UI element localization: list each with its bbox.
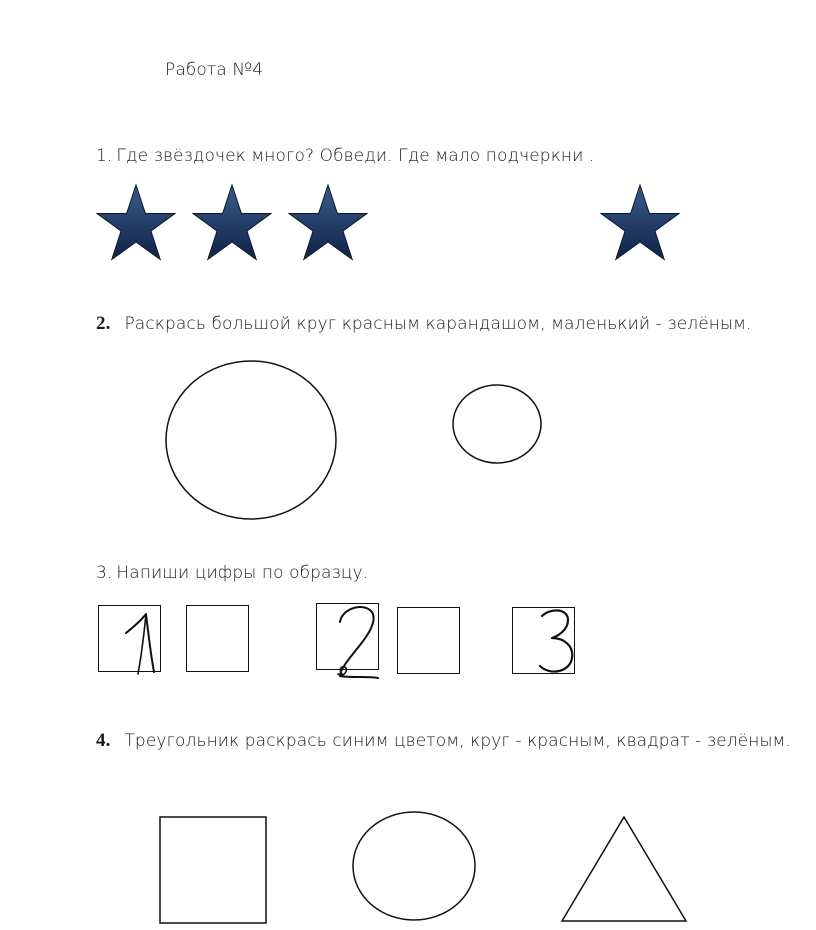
handwritten-digit-3 bbox=[512, 600, 582, 680]
handwritten-digit-2 bbox=[316, 598, 386, 688]
shapes-group bbox=[0, 810, 816, 930]
star-icon[interactable] bbox=[289, 185, 367, 260]
task-4-number: 4. bbox=[96, 730, 111, 751]
task-2-text: Раскрась большой круг красным карандашом, маленький - зелёным. bbox=[124, 314, 752, 334]
task-1-text: Где звёздочек много? Обведи. Где мало подчеркни . bbox=[116, 146, 595, 166]
task-3-text: Напиши цифры по образцу. bbox=[116, 563, 369, 583]
stars-group bbox=[0, 175, 816, 275]
task-1-number: 1. bbox=[96, 146, 113, 166]
large-circle[interactable] bbox=[166, 361, 336, 519]
task-2-heading bbox=[96, 313, 752, 335]
star-icon[interactable] bbox=[97, 185, 175, 260]
small-circle[interactable] bbox=[453, 385, 541, 463]
handwritten-digit-1 bbox=[98, 600, 168, 680]
task-1-heading bbox=[96, 146, 594, 166]
page-title: Работа №4 bbox=[165, 60, 264, 80]
circles-group bbox=[0, 355, 816, 525]
circle-shape[interactable] bbox=[353, 812, 475, 920]
answer-box-1[interactable] bbox=[186, 605, 249, 672]
task-2-number: 2. bbox=[96, 313, 111, 334]
task-3-heading bbox=[96, 563, 368, 583]
star-icon[interactable] bbox=[601, 185, 679, 260]
answer-box-2[interactable] bbox=[397, 607, 460, 674]
task-3-number: 3. bbox=[96, 563, 113, 583]
triangle-shape[interactable] bbox=[562, 817, 686, 921]
star-icon[interactable] bbox=[193, 185, 271, 260]
task-4-heading bbox=[96, 730, 791, 752]
square-shape[interactable] bbox=[160, 817, 266, 923]
task-4-text: Треугольник раскрась синим цветом, круг - красным, квадрат - зелёным. bbox=[124, 731, 791, 751]
